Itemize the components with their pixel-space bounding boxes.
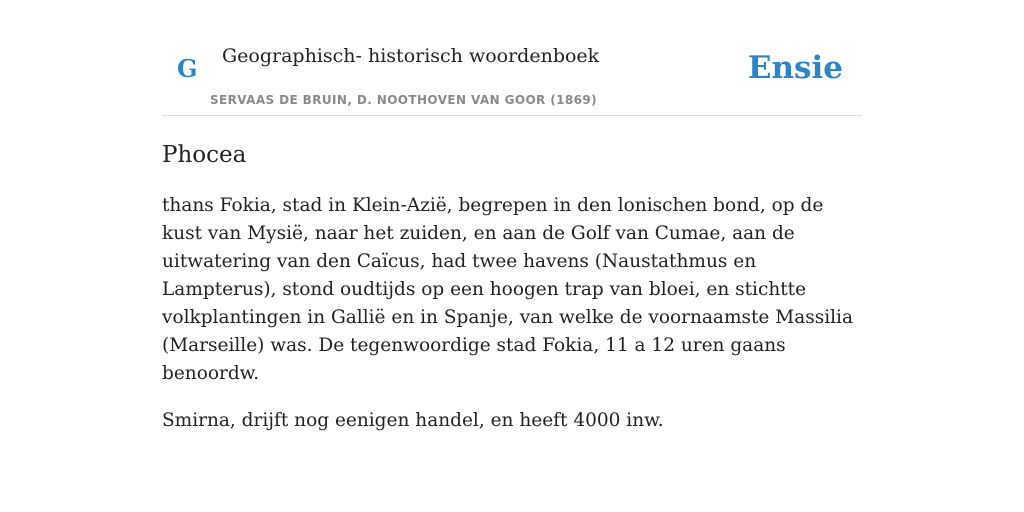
book-title-link[interactable]: Geographisch- historisch woordenboek — [222, 45, 600, 67]
book-letter-icon[interactable]: G — [177, 54, 198, 83]
entry-paragraph: Smirna, drijft nog eenigen handel, en heeft 4000 inw. — [162, 410, 664, 431]
entry-title: Phocea — [162, 142, 247, 168]
header — [162, 0, 862, 116]
book-authors: SERVAAS DE BRUIN, D. NOOTHOVEN VAN GOOR (1869) — [210, 93, 598, 107]
page — [162, 0, 862, 435]
entry-paragraph: thans Fokia, stad in Klein-Azië, begrepen in den lonischen bond, op de kust van Mysië, naar het zuiden, en aan de Golf van Cumae, aan de uitwatering van den Caïcus, had twee havens (Naustathmus en Lampterus), stond oudtijds op een hoogen trap van bloei, en stichtte volkplantingen in Gallië en in Spanje, van welke de voornaamste Massilia (Marseille) was. De tegenwoordige stad Fokia, 11 a 12 uren gaans benoordw. — [162, 195, 854, 384]
ensie-logo[interactable]: Ensie — [747, 50, 843, 86]
